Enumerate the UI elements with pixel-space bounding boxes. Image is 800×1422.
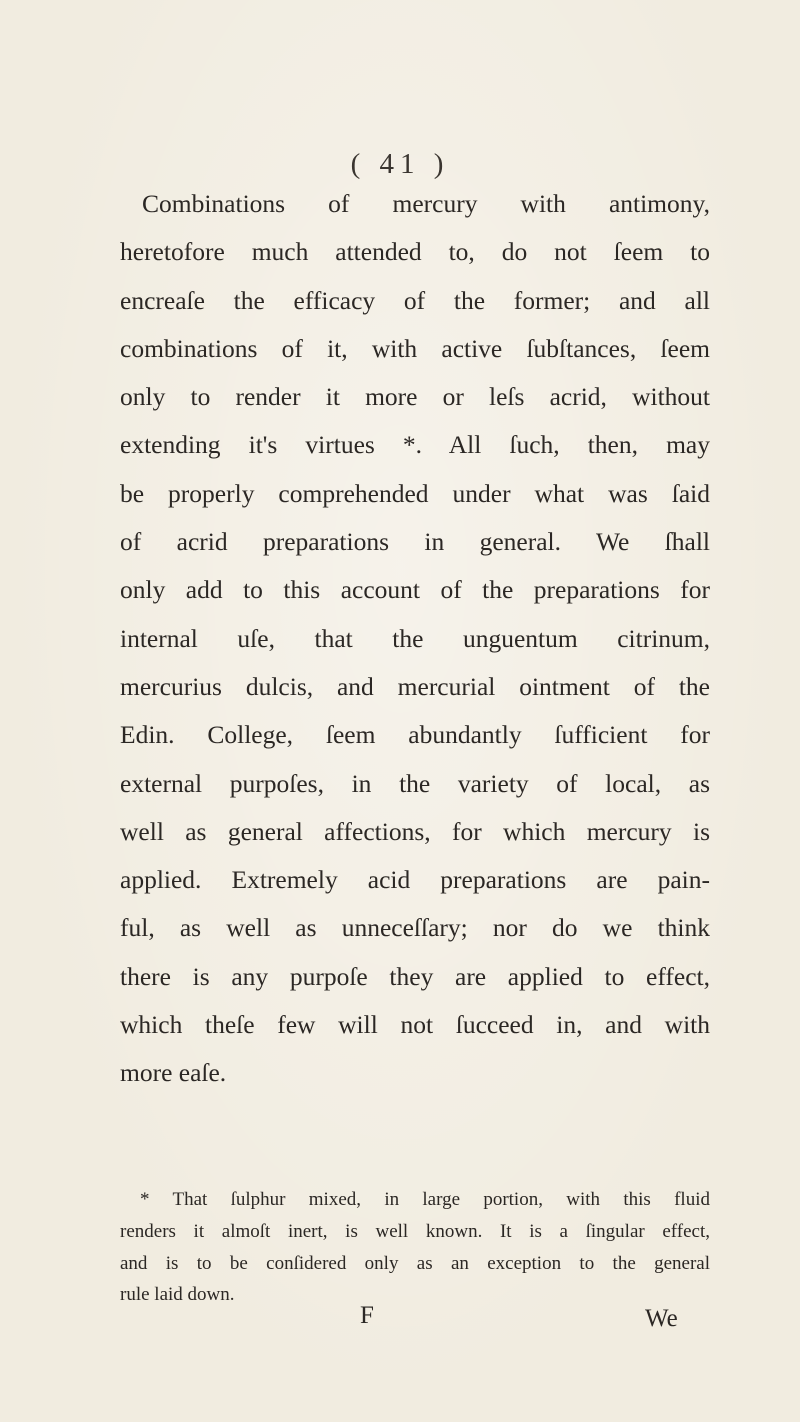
body-line: combinations of it, with active ſubſtances, ſeem (120, 333, 710, 363)
signature-mark: F (360, 1302, 374, 1329)
body-line: be properly comprehended under what was ſaid (120, 478, 710, 508)
body-line: which theſe few will not ſucceed in, and with (120, 1010, 710, 1040)
body-line: encreaſe the efficacy of the former; and all (120, 285, 710, 315)
body-line: applied. Extremely acid preparations are pain- (120, 865, 710, 895)
body-line: Combinations of mercury with antimony, (142, 189, 710, 218)
body-line: of acrid preparations in general. We ſhall (120, 527, 710, 557)
footnote-line: * That ſulphur mixed, in large portion, with this fluid (140, 1189, 710, 1210)
body-line: external purpoſes, in the variety of local, as (120, 768, 710, 798)
body-text (120, 180, 710, 1098)
footnote-line: rule laid down. (120, 1284, 235, 1306)
footnote-line: and is to be conſidered only as an exception to the general (120, 1252, 710, 1274)
page-number: ( 41 ) (350, 148, 450, 180)
body-line: there is any purpoſe they are applied to effect, (120, 961, 710, 991)
catchword: We (645, 1305, 678, 1332)
body-line: internal uſe, that the unguentum citrinum, (120, 623, 710, 653)
body-line: Edin. College, ſeem abundantly ſufficient for (120, 720, 710, 750)
body-line: mercurius dulcis, and mercurial ointment of the (120, 671, 710, 701)
footnote-line: renders it almoſt inert, is well known. It is a ſingular effect, (120, 1220, 710, 1242)
footnote (120, 1184, 710, 1311)
body-line: ful, as well as unneceſſary; nor do we think (120, 913, 710, 943)
body-line: extending it's virtues *. All ſuch, then, may (120, 430, 710, 460)
body-line: only to render it more or leſs acrid, without (120, 382, 710, 412)
body-line: heretofore much attended to, do not ſeem to (120, 237, 710, 267)
body-line: well as general affections, for which mercury is (120, 816, 710, 846)
body-line: more eaſe. (120, 1058, 227, 1088)
body-line: only add to this account of the preparations for (120, 575, 710, 605)
